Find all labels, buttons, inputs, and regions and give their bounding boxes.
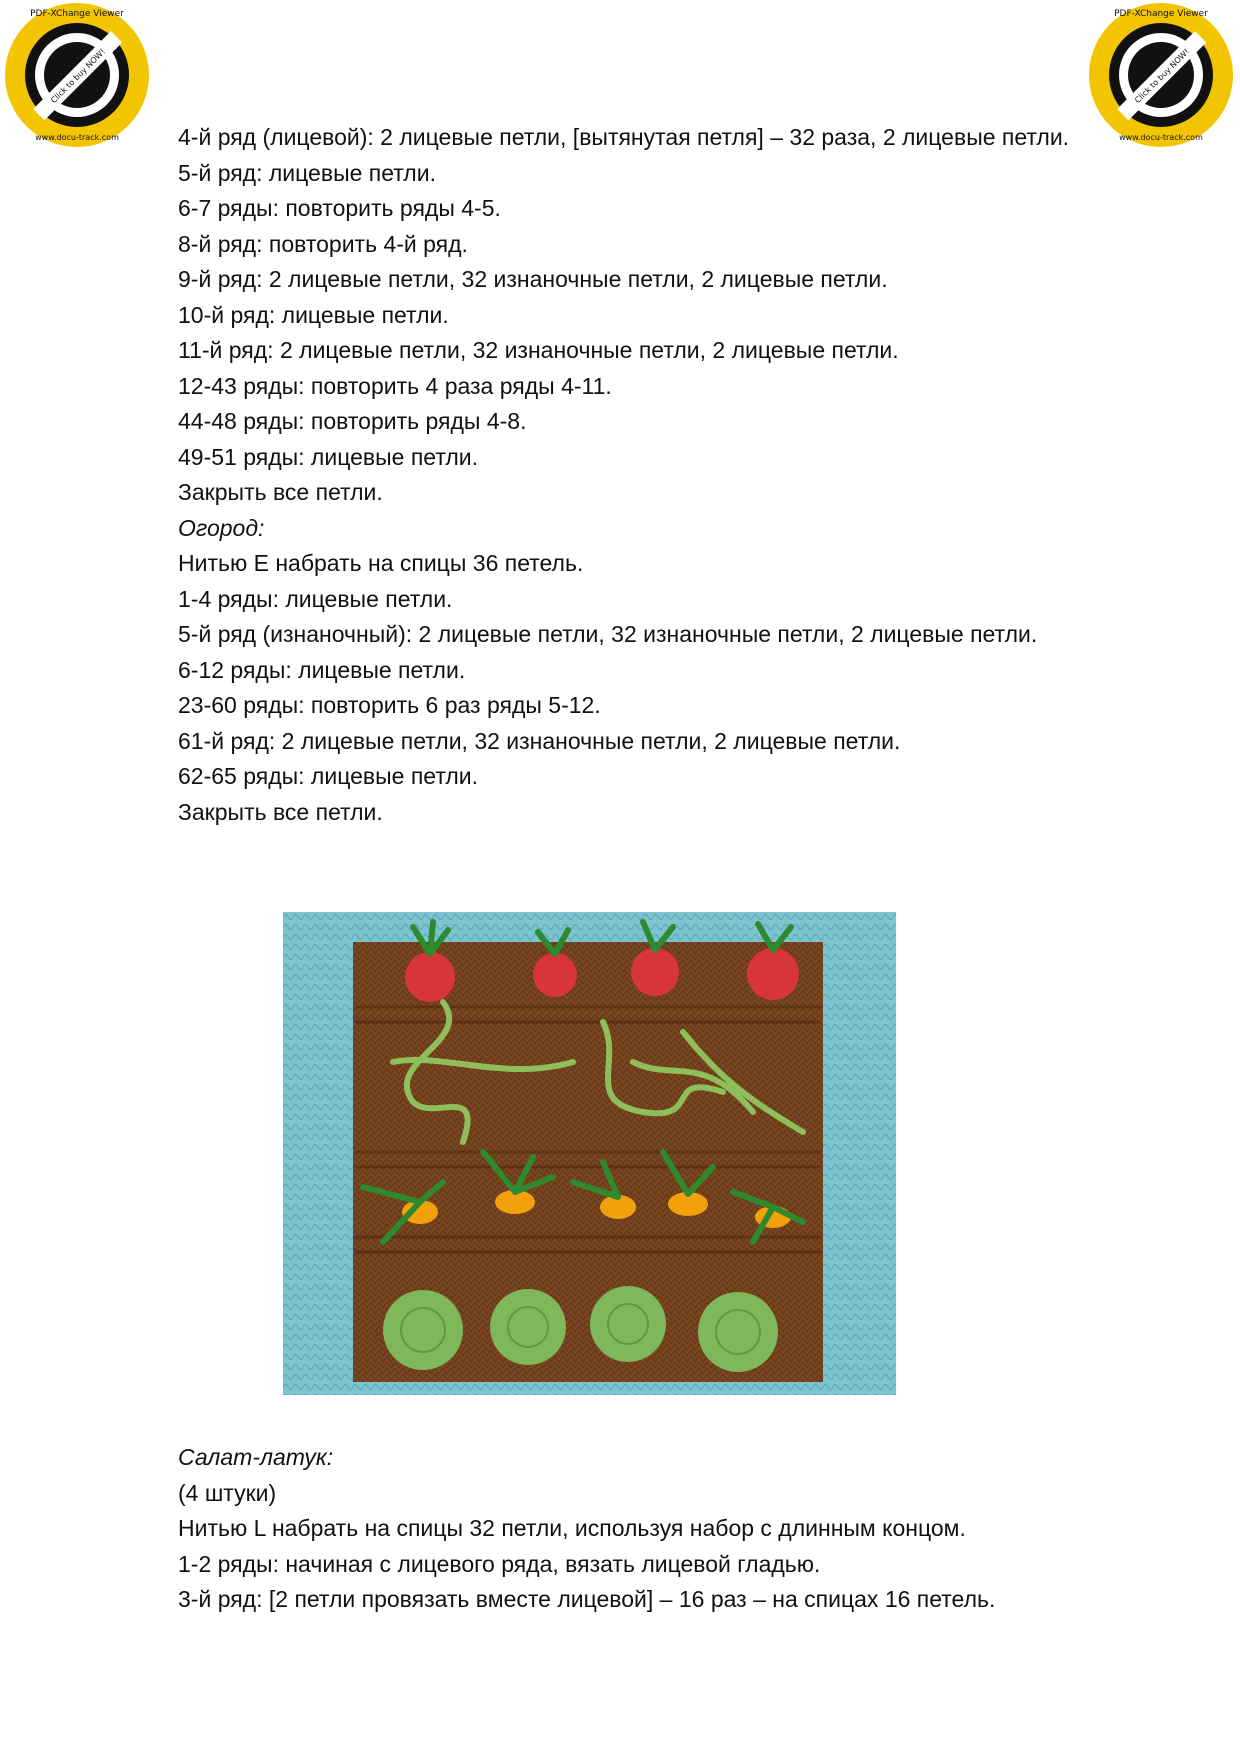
instruction-line: 5-й ряд: лицевые петли. xyxy=(178,159,436,186)
badge-inner-text: Click to buy NOW! xyxy=(49,47,108,106)
instruction-line: (4 штуки) xyxy=(178,1479,277,1506)
badge-bottom-text: www.docu-track.com xyxy=(1119,133,1203,142)
instruction-line: 6-7 ряды: повторить ряды 4-5. xyxy=(178,195,501,221)
instruction-line: Закрыть все петли. xyxy=(178,479,383,505)
instruction-line: 44-48 ряды: повторить ряды 4-8. xyxy=(178,408,527,434)
section-heading-lettuce: Салат-латук: xyxy=(178,1444,334,1470)
instruction-line: 6-12 ряды: лицевые петли. xyxy=(178,656,466,683)
instruction-line: 62-65 ряды: лицевые петли. xyxy=(178,763,479,789)
knitted-garden-photo xyxy=(283,912,896,1395)
instruction-line: 23-60 ряды: повторить 6 раз ряды 5-12. xyxy=(178,692,601,718)
document-body-lower xyxy=(178,1440,1138,1618)
instruction-line: 1-4 ряды: лицевые петли. xyxy=(178,585,453,612)
instruction-line: 3-й ряд: [2 петли провязать вместе лицевой] – 16 раз – на спицах 16 петель. xyxy=(178,1586,996,1612)
instruction-line: Нитью Е набрать на спицы 36 петель. xyxy=(178,550,584,576)
instruction-line: 12-43 ряды: повторить 4 раза ряды 4-11. xyxy=(178,372,612,399)
instruction-line: Нитью L набрать на спицы 32 петли, используя набор с длинным концом. xyxy=(178,1515,966,1541)
instruction-line: 11-й ряд: 2 лицевые петли, 32 изнаночные петли, 2 лицевые петли. xyxy=(178,337,899,363)
instruction-line: Закрыть все петли. xyxy=(178,798,383,825)
badge-ring-text: PDF-XChange Viewer xyxy=(30,9,124,19)
instruction-line: 9-й ряд: 2 лицевые петли, 32 изнаночные петли, 2 лицевые петли. xyxy=(178,266,888,292)
badge-ring-text: PDF-XChange Viewer xyxy=(1114,9,1208,19)
instruction-line: 4-й ряд (лицевой): 2 лицевые петли, [вытянутая петля] – 32 раза, 2 лицевые петли. xyxy=(178,124,1070,150)
instruction-line: 5-й ряд (изнаночный): 2 лицевые петли, 32 изнаночные петли, 2 лицевые петли. xyxy=(178,621,1038,647)
instruction-line: 8-й ряд: повторить 4-й ряд. xyxy=(178,230,468,257)
badge-inner-text: Click to buy NOW! xyxy=(1133,47,1192,106)
instruction-line: 61-й ряд: 2 лицевые петли, 32 изнаночные петли, 2 лицевые петли. xyxy=(178,727,901,754)
instruction-line: 10-й ряд: лицевые петли. xyxy=(178,301,449,328)
pdfxchange-badge-left[interactable] xyxy=(2,0,152,150)
instruction-line: 1-2 ряды: начиная с лицевого ряда, вязать лицевой гладью. xyxy=(178,1550,821,1577)
badge-bottom-text: www.docu-track.com xyxy=(35,133,119,142)
instruction-line: 49-51 ряды: лицевые петли. xyxy=(178,443,479,470)
section-heading-garden: Огород: xyxy=(178,514,265,541)
document-body xyxy=(178,120,1138,830)
